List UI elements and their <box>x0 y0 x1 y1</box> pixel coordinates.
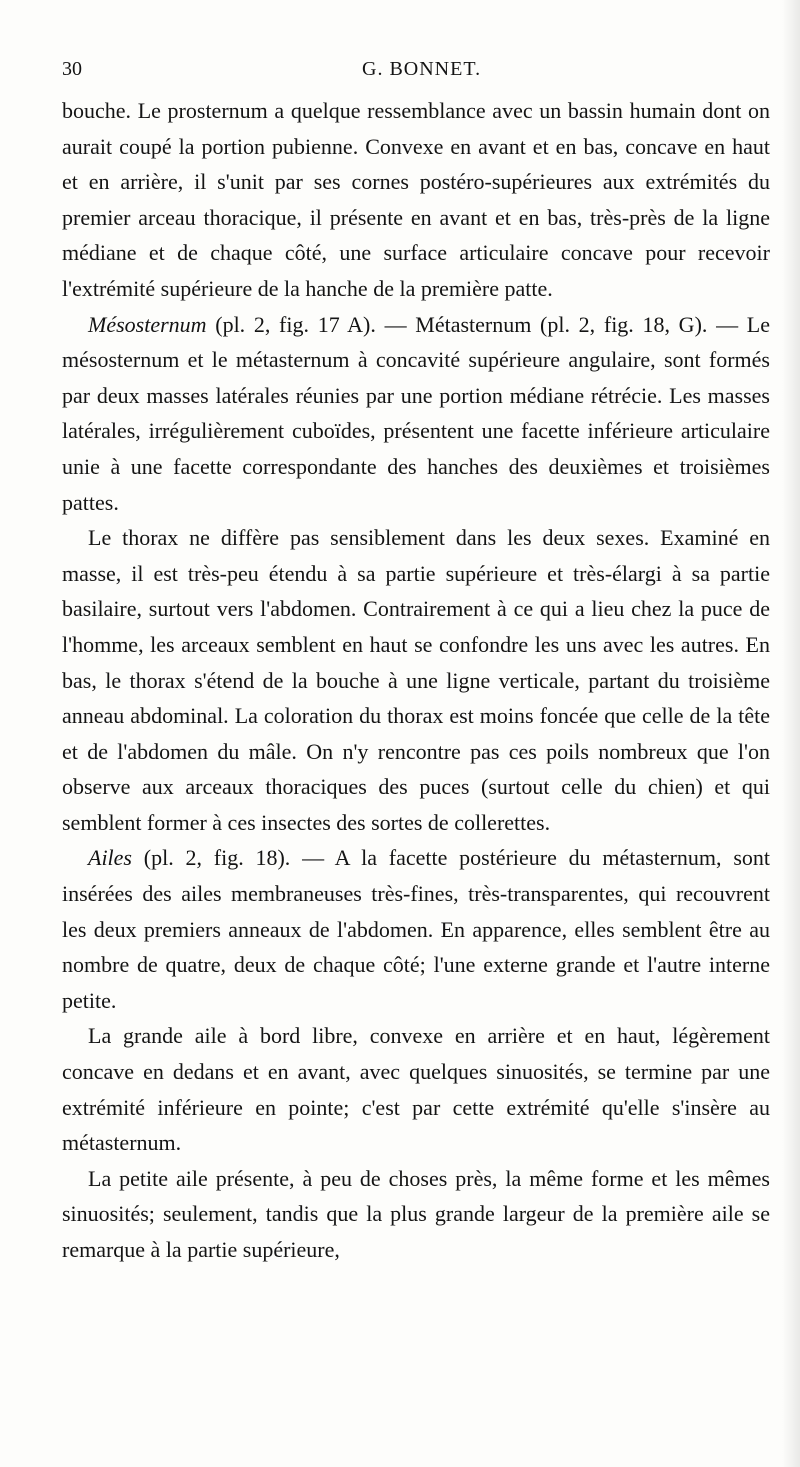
page-number: 30 <box>62 58 82 80</box>
paragraph-text: bouche. Le prosternum a quelque ressemblance avec un bassin humain dont on aurait coupé la portion pubienne. Convexe en avant et en bas, concave en haut et en arrière, il s'unit par ses cornes postéro-supérieures aux extrémités du premier arceau thoracique, il présente en avant et en bas, très-près de la ligne médiane et de chaque côté, une surface articulaire concave pour recevoir l'extrémité supérieure de la hanche de la première patte. <box>62 98 770 301</box>
paragraph-prosternum <box>62 93 770 307</box>
paragraph-ailes <box>62 840 770 1018</box>
paragraph-text: La grande aile à bord libre, convexe en arrière et en haut, légèrement concave en dedans et en avant, avec quelques sinuosités, se termine par une extrémité inférieure en pointe; c'est par cette extrémité qu'elle s'insère au métasternum. <box>62 1023 770 1156</box>
paragraph-thorax <box>62 520 770 840</box>
paragraph-lead: Ailes <box>88 845 132 871</box>
body-text <box>62 93 770 1268</box>
paragraph-text: Le thorax ne diffère pas sensiblement dans les deux sexes. Examiné en masse, il est très-peu étendu à sa partie supérieure et très-élargi à sa partie basilaire, surtout vers l'abdomen. Contrairement à ce qui a lieu chez la puce de l'homme, les arceaux semblent en haut se confondre les uns avec les autres. En bas, le thorax s'étend de la bouche à une ligne verticale, partant du troisième anneau abdominal. La coloration du thorax est moins foncée que celle de la tête et de l'abdomen du mâle. On n'y rencontre pas ces poils nombreux que l'on observe aux arceaux thoraciques des puces (surtout celle du chien) et qui semblent former à ces insectes des sortes de collerettes. <box>62 525 770 835</box>
paragraph-lead: Mésosternum <box>88 311 207 337</box>
paragraph-petite-aile <box>62 1161 770 1268</box>
paragraph-text: (pl. 2, fig. 18). — A la facette postérieure du métasternum, sont insérées des ailes membraneuses très-fines, très-transparentes, qui recouvrent les deux premiers anneaux de l'abdomen. En apparence, elles semblent être au nombre de quatre, deux de chaque côté; l'une externe grande et l'autre interne petite. <box>62 845 770 1013</box>
running-head <box>62 58 770 88</box>
paragraph-text: (pl. 2, fig. 17 A). — Métasternum (pl. 2, fig. 18, G). — Le mésosternum et le métasternum à concavité supérieure angulaire, sont formés par deux masses latérales réunies par une portion médiane rétrécie. Les masses latérales, irrégulièrement cuboïdes, présentent une facette inférieure articulaire unie à une facette correspondante des hanches des deuxièmes et troisièmes pattes. <box>62 311 770 515</box>
paragraph-grande-aile <box>62 1018 770 1160</box>
paragraph-mesosternum <box>62 307 770 521</box>
paragraph-text: La petite aile présente, à peu de choses près, la même forme et les mêmes sinuosités; seulement, tandis que la plus grande largeur de la première aile se remarque à la partie supérieure, <box>62 1165 770 1262</box>
page-gutter-shadow <box>782 0 800 1467</box>
running-title: G. BONNET. <box>362 58 482 80</box>
